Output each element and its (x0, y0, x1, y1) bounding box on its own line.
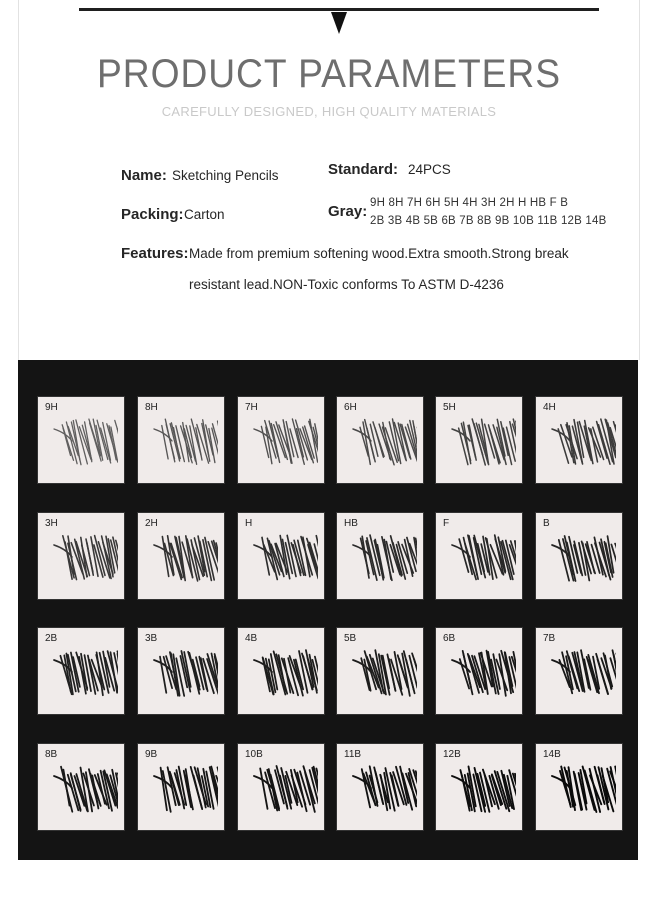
top-divider (79, 8, 599, 11)
swatch-8b (38, 744, 124, 830)
swatch-grade-label: F (443, 518, 450, 529)
swatch-4b (238, 628, 324, 714)
swatch-grade-label: 6H (344, 402, 357, 413)
swatch-b (536, 513, 622, 599)
swatch-11b (337, 744, 423, 830)
swatch-grade-label: 3B (145, 633, 158, 644)
hatch-stroke-sample (351, 527, 417, 587)
name-value: Sketching Pencils (172, 168, 279, 183)
swatch-grade-label: 4H (543, 402, 556, 413)
gray-label: Gray: (328, 203, 368, 220)
hatch-stroke-sample (152, 642, 218, 702)
swatch-4h (536, 397, 622, 483)
hatch-stroke-sample (450, 642, 516, 702)
swatch-3b (138, 628, 224, 714)
swatch-2b (38, 628, 124, 714)
swatch-grade-label: 3H (45, 518, 58, 529)
features-text-line-2: resistant lead.NON-Toxic conforms To ASTM D-4236 (189, 277, 504, 292)
swatch-grade-label: 8B (45, 749, 58, 760)
swatch-6h (337, 397, 423, 483)
hatch-stroke-sample (252, 758, 318, 818)
standard-value: 24PCS (408, 162, 451, 177)
hatch-stroke-sample (450, 411, 516, 471)
swatch-grade-label: 9H (45, 402, 58, 413)
swatch-5h (436, 397, 522, 483)
swatch-7h (238, 397, 324, 483)
gray-grades-line-1: 9H 8H 7H 6H 5H 4H 3H 2H H HB F B (370, 197, 569, 209)
hatch-stroke-sample (152, 758, 218, 818)
packing-label: Packing: (121, 206, 184, 223)
parameters-card (18, 0, 640, 360)
swatch-grade-label: HB (344, 518, 358, 529)
page-title: PRODUCT PARAMETERS (97, 52, 561, 96)
swatch-8h (138, 397, 224, 483)
gray-grades-line-2: 2B 3B 4B 5B 6B 7B 8B 9B 10B 11B 12B 14B (370, 215, 607, 227)
packing-value: Carton (184, 207, 225, 222)
swatch-grade-label: B (543, 518, 550, 529)
features-label: Features: (121, 245, 189, 262)
swatch-14b (536, 744, 622, 830)
swatch-grade-label: 5H (443, 402, 456, 413)
features-text-line-1: Made from premium softening wood.Extra smooth.Strong break (189, 246, 569, 261)
swatch-2h (138, 513, 224, 599)
hatch-stroke-sample (52, 642, 118, 702)
swatch-hb (337, 513, 423, 599)
swatch-6b (436, 628, 522, 714)
swatch-grade-label: H (245, 518, 253, 529)
swatch-12b (436, 744, 522, 830)
name-label: Name: (121, 167, 167, 184)
swatch-grade-label: 4B (245, 633, 258, 644)
swatch-grade-label: 6B (443, 633, 456, 644)
swatch-grade-label: 9B (145, 749, 158, 760)
swatch-grade-label: 14B (543, 749, 561, 760)
swatch-grade-label: 10B (245, 749, 263, 760)
hatch-stroke-sample (252, 527, 318, 587)
swatch-grade-label: 7H (245, 402, 258, 413)
swatch-grade-label: 7B (543, 633, 556, 644)
standard-label: Standard: (328, 161, 399, 178)
swatch-grade-label: 8H (145, 402, 158, 413)
hatch-stroke-sample (52, 411, 118, 471)
hatch-stroke-sample (152, 411, 218, 471)
hatch-stroke-sample (450, 527, 516, 587)
page-subtitle: CAREFULLY DESIGNED, HIGH QUALITY MATERIALS (161, 104, 497, 119)
swatch-7b (536, 628, 622, 714)
swatch-h (238, 513, 324, 599)
swatch-grade-label: 2H (145, 518, 158, 529)
swatch-grade-label: 5B (344, 633, 357, 644)
down-arrow-icon (331, 12, 347, 34)
hatch-stroke-sample (252, 411, 318, 471)
hatch-stroke-sample (351, 411, 417, 471)
swatch-5b (337, 628, 423, 714)
hatch-stroke-sample (550, 758, 616, 818)
swatch-panel (18, 360, 638, 860)
swatch-9b (138, 744, 224, 830)
swatch-f (436, 513, 522, 599)
hatch-stroke-sample (550, 642, 616, 702)
hatch-stroke-sample (351, 642, 417, 702)
swatch-grade-label: 11B (344, 749, 362, 760)
hatch-stroke-sample (252, 642, 318, 702)
swatch-9h (38, 397, 124, 483)
hatch-stroke-sample (52, 527, 118, 587)
hatch-stroke-sample (450, 758, 516, 818)
swatch-10b (238, 744, 324, 830)
hatch-stroke-sample (152, 527, 218, 587)
hatch-stroke-sample (52, 758, 118, 818)
swatch-3h (38, 513, 124, 599)
hatch-stroke-sample (550, 411, 616, 471)
swatch-grade-label: 2B (45, 633, 58, 644)
hatch-stroke-sample (550, 527, 616, 587)
hatch-stroke-sample (351, 758, 417, 818)
swatch-grade-label: 12B (443, 749, 461, 760)
